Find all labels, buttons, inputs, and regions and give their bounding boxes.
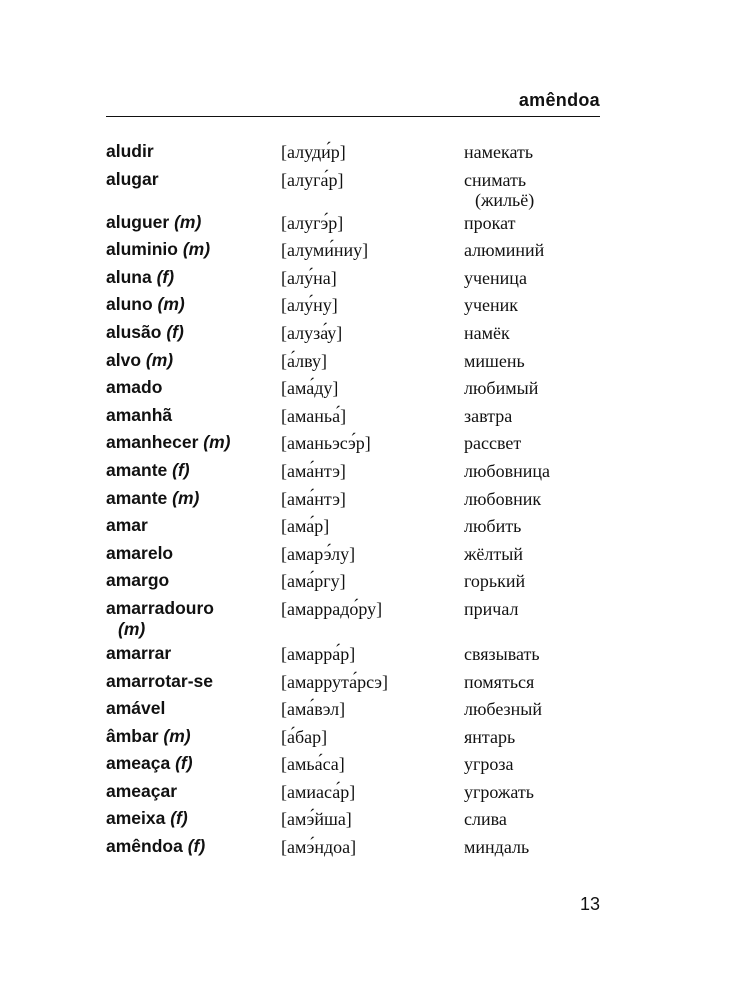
gender-marker: (f): [170, 808, 188, 829]
headword-text: amante: [106, 459, 168, 480]
pronunciation: [ама́нтэ]: [281, 460, 346, 481]
headword: [106, 267, 274, 288]
gender-marker: (m): [163, 725, 191, 746]
dictionary-entry: [106, 836, 606, 864]
gender-marker: (m): [157, 294, 185, 315]
headword-text: amante: [106, 487, 168, 508]
headword: [106, 515, 274, 536]
headword-text: amarelo: [106, 542, 174, 563]
headword: [106, 322, 274, 343]
pronunciation: [ама́ргу]: [281, 571, 346, 592]
gender-marker: (f): [175, 753, 193, 774]
pronunciation: [алу́ну]: [281, 295, 338, 316]
pronunciation: [алуга́р]: [281, 169, 344, 190]
translation: слива: [464, 809, 507, 830]
translation-text: снимать: [464, 169, 527, 190]
headword: [106, 570, 274, 591]
translation: рассвет: [464, 433, 522, 454]
dictionary-entry: [106, 781, 606, 809]
dictionary-entry: [106, 377, 606, 405]
translation: любезный: [464, 699, 543, 720]
headword-text: amável: [106, 698, 166, 719]
translation: [464, 170, 534, 210]
headword-text: ameaça: [106, 753, 171, 774]
headword-text: aluno: [106, 294, 153, 315]
dictionary-entry: [106, 239, 606, 267]
translation: намекать: [464, 142, 534, 162]
pronunciation: [амиаса́р]: [281, 781, 356, 802]
headword: [106, 169, 274, 190]
headword-text: amarrotar-se: [106, 670, 213, 691]
translation: алюминий: [464, 240, 545, 261]
headword: [106, 377, 274, 398]
gender-marker: (m): [145, 349, 174, 370]
headword-text: aluminio: [106, 239, 178, 260]
headword: [106, 294, 274, 315]
dictionary-entry: [106, 753, 606, 781]
pronunciation: [а́лву]: [281, 350, 328, 371]
translation: ученица: [464, 267, 527, 288]
headword-text: alvo: [106, 349, 142, 370]
dictionary-entry: [106, 350, 606, 378]
translation: угроза: [464, 754, 514, 775]
pronunciation: [ама́р]: [281, 516, 330, 537]
headword: [106, 726, 274, 747]
gender-marker: (f): [172, 459, 190, 480]
translation: намёк: [464, 322, 510, 343]
headword: [106, 488, 274, 509]
pronunciation: [ама́вэл]: [281, 699, 346, 720]
headword: [106, 212, 274, 233]
headword-text: aluna: [106, 266, 152, 287]
pronunciation: [аманьа́]: [281, 405, 347, 426]
dictionary-entry: [106, 488, 606, 516]
pronunciation: [алу́на]: [281, 267, 337, 288]
translation-continuation: (жильё): [475, 189, 535, 210]
dictionary-entry: [106, 141, 606, 169]
dictionary-entry: [106, 169, 606, 212]
dictionary-entry: [106, 726, 606, 754]
dictionary-entry: [106, 212, 606, 240]
translation: любить: [464, 516, 522, 537]
headword-text: amar: [106, 515, 148, 536]
pronunciation: [ама́нтэ]: [281, 488, 346, 509]
headword-text: aluguer: [106, 211, 170, 232]
translation: угрожать: [464, 781, 534, 802]
headword: [106, 598, 274, 640]
pronunciation: [амаррадо́ру]: [281, 598, 383, 619]
pronunciation: [а́бар]: [281, 726, 328, 747]
headword: [106, 239, 274, 260]
headword: [106, 808, 274, 829]
dictionary-entry: [106, 322, 606, 350]
translation: помяться: [464, 671, 535, 692]
gender-marker: (f): [166, 321, 184, 342]
headword-text: ameixa: [106, 808, 166, 829]
headword-text: amarrar: [106, 642, 172, 663]
translation: любовник: [464, 488, 542, 509]
pronunciation: [амарра́р]: [281, 643, 356, 664]
dictionary-entry: [106, 267, 606, 295]
headword-text: alugar: [106, 168, 159, 189]
dictionary-entry: [106, 432, 606, 460]
headword: [106, 350, 274, 371]
pronunciation: [амэ́йша]: [281, 809, 352, 830]
dictionary-entry: [106, 294, 606, 322]
running-head: amêndoa: [518, 90, 600, 110]
headword: [106, 543, 274, 564]
translation: жёлтый: [464, 543, 524, 564]
pronunciation: [алуми́ниу]: [281, 240, 369, 261]
translation: миндаль: [464, 837, 530, 858]
gender-marker: (m): [172, 487, 200, 508]
headword: [106, 141, 274, 162]
headword: [106, 836, 274, 857]
page-number: 13: [579, 894, 600, 914]
dictionary-entry: [106, 808, 606, 836]
header-divider: [106, 116, 600, 117]
headword: [106, 781, 274, 802]
headword: [106, 643, 274, 664]
dictionary-entry: [106, 515, 606, 543]
dictionary-entry: [106, 405, 606, 433]
headword-text: amanhecer: [106, 432, 199, 453]
headword-text: alusão: [106, 321, 162, 342]
dictionary-entry: [106, 598, 606, 643]
translation: горький: [464, 571, 526, 592]
translation: любимый: [464, 378, 539, 399]
headword-text: aludir: [106, 141, 154, 161]
translation: мишень: [464, 350, 525, 371]
dictionary-entry: [106, 643, 606, 671]
pronunciation: [амаррута́рсэ]: [281, 671, 389, 692]
translation: любовница: [464, 460, 550, 481]
gender-marker: (f): [156, 266, 175, 287]
pronunciation: [аманьэсэ́р]: [281, 433, 371, 454]
translation: прокат: [464, 212, 516, 233]
dictionary-entry: [106, 698, 606, 726]
pronunciation: [алуди́р]: [281, 142, 346, 162]
headword: [106, 432, 274, 453]
dictionary-entry: [106, 543, 606, 571]
translation: ученик: [464, 295, 519, 316]
pronunciation: [алуза́у]: [281, 322, 343, 343]
headword-text: ameaçar: [106, 780, 178, 801]
gender-marker: (m): [203, 432, 231, 453]
translation: причал: [464, 598, 519, 619]
translation: янтарь: [464, 726, 516, 747]
pronunciation: [алугэ́р]: [281, 212, 344, 233]
gender-marker: (m): [174, 211, 202, 232]
dictionary-entries: [106, 141, 606, 864]
pronunciation: [амэ́ндоа]: [281, 837, 357, 858]
headword-text: amanhã: [106, 404, 173, 425]
pronunciation: [ама́ду]: [281, 378, 339, 399]
headword-text: amêndoa: [106, 836, 183, 857]
headword: [106, 698, 274, 719]
dictionary-entry: [106, 460, 606, 488]
headword-text: amado: [106, 377, 163, 398]
headword: [106, 460, 274, 481]
translation: связывать: [464, 643, 540, 664]
gender-marker: (f): [187, 836, 206, 857]
pronunciation: [амарэ́лу]: [281, 543, 356, 564]
headword-text: âmbar: [106, 725, 159, 746]
dictionary-entry: [106, 570, 606, 598]
headword-text: amarradouro: [106, 597, 214, 618]
headword-text: amargo: [106, 570, 170, 591]
gender-marker: (m): [182, 239, 211, 260]
gender-marker: (m): [118, 618, 146, 639]
dictionary-entry: [106, 671, 606, 699]
headword: [106, 753, 274, 774]
translation: завтра: [464, 405, 513, 426]
headword: [106, 405, 274, 426]
headword: [106, 671, 274, 692]
pronunciation: [амьа́са]: [281, 754, 345, 775]
